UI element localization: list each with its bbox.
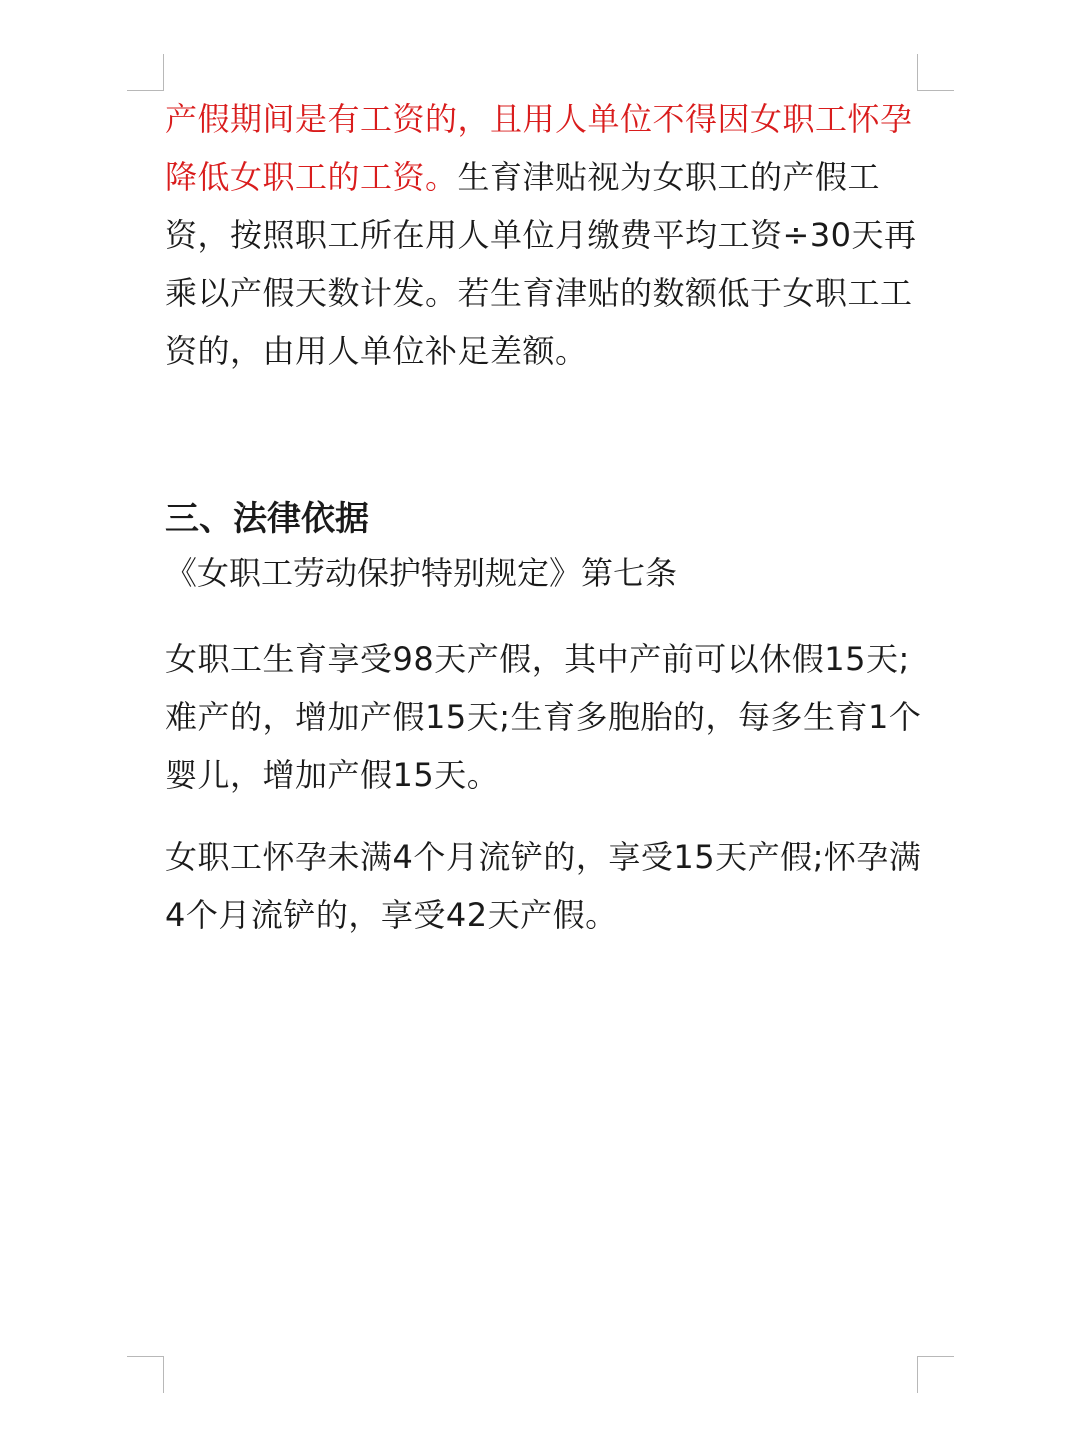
highlighted-statement: 产假期间是有工资的，且用人单位不得因女职工怀孕降低女职工的工资。 [165,100,913,196]
corner-mark-bottom-right [917,1356,954,1393]
corner-mark-top-left [127,54,164,91]
section-heading: 三、法律依据 [165,499,369,539]
paragraph-body: 生育津贴视为女职工的产假工资，按照职工所在用人单位月缴费平均工资÷30天再乘以产假天数计发。若生育津贴的数额低于女职工工资的，由用人单位补足差额。 [165,158,917,370]
corner-mark-bottom-left [127,1356,164,1393]
intro-paragraph-text [165,90,925,380]
intro-paragraph [165,90,925,380]
law-clause-2-text: 女职工怀孕未满4个月流铲的，享受15天产假;怀孕满4个月流铲的，享受42天产假。 [165,838,922,934]
corner-mark-top-right [917,54,954,91]
law-clause-2 [165,828,925,944]
law-clause-1-text: 女职工生育享受98天产假，其中产前可以休假15天;难产的，增加产假15天;生育多胞胎的，每多生育1个婴儿，增加产假15天。 [165,640,922,794]
law-clause-1 [165,630,925,804]
law-reference: 《女职工劳动保护特别规定》第七条 [165,554,678,592]
